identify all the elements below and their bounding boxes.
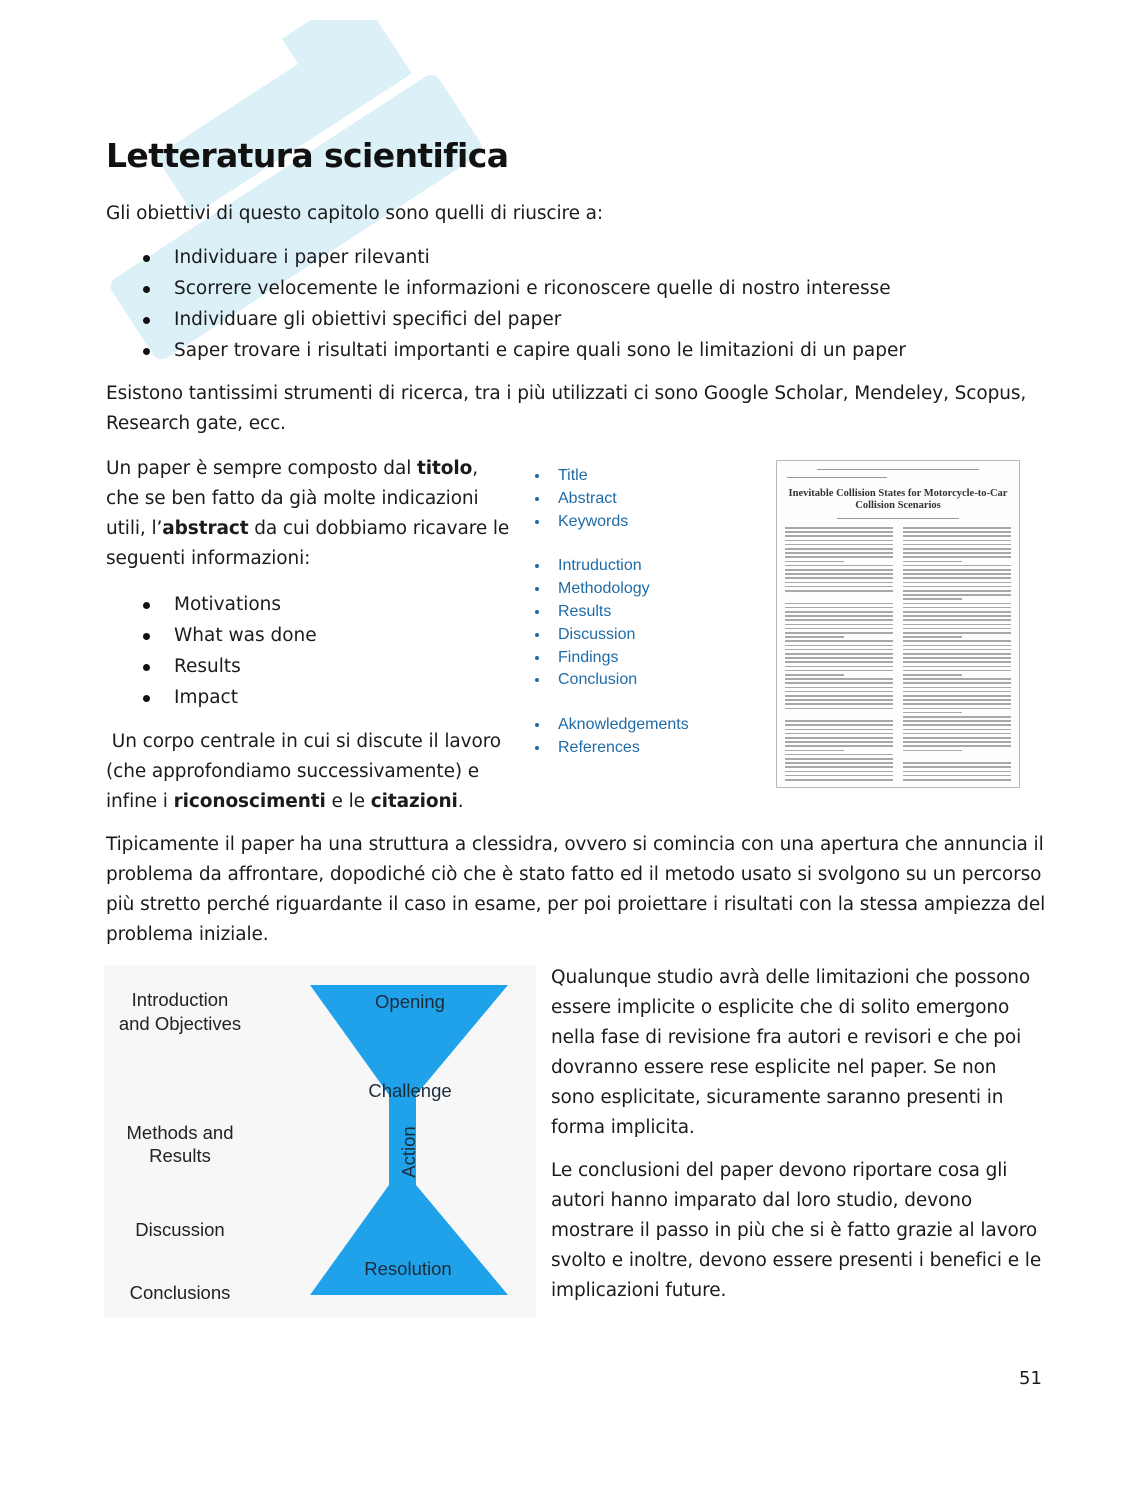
text-line: (che approfondiamo successivamente) e — [106, 761, 480, 782]
paper-text-line — [785, 573, 893, 575]
list-item: Results — [106, 651, 317, 682]
page-number: 51 — [1019, 1368, 1042, 1389]
paper-text-line — [785, 561, 844, 563]
paper-text-line — [903, 716, 1011, 718]
outline-item: Keywords — [533, 511, 689, 534]
outline-item: Aknowledgements — [533, 714, 689, 737]
bold-term-citazioni: citazioni — [370, 791, 458, 812]
paper-text-line — [903, 771, 1011, 773]
list-item: Impact — [106, 682, 317, 713]
outline-item: Discussion — [533, 624, 689, 647]
paper-text-line — [903, 577, 1011, 579]
label-challenge: Challenge — [368, 1080, 452, 1101]
paper-text-line — [903, 594, 1011, 596]
paper-text-line — [903, 561, 962, 563]
paper-text-line — [785, 754, 893, 756]
paper-text-line — [785, 724, 893, 726]
paper-text-line — [785, 699, 893, 701]
paper-text-line — [785, 540, 893, 542]
bold-term-abstract: abstract — [162, 518, 249, 539]
paper-text-line — [785, 569, 893, 571]
paper-text-line — [785, 603, 893, 605]
outline-item: Abstract — [533, 488, 689, 511]
text-line: problema iniziale. — [106, 924, 269, 945]
paper-outline-list — [533, 465, 689, 760]
paper-text-line — [903, 598, 962, 600]
hourglass-paragraph — [106, 830, 1056, 950]
limitations-paragraph — [551, 963, 1051, 1143]
list-item: Individuare gli obiettivi specifici del paper — [106, 304, 906, 335]
paper-text-line — [903, 745, 1011, 747]
paper-thumbnail-title: Inevitable Collision States for Motorcycle-to-Car Collision Scenarios — [788, 488, 1008, 511]
text-span: , — [472, 458, 478, 479]
composition-paragraph — [106, 454, 526, 574]
paper-text-line — [785, 657, 893, 659]
paper-text-line — [785, 628, 893, 630]
bold-term-titolo: titolo — [417, 458, 473, 479]
text-line: svolto e inoltre, devono essere presenti i benefici e le — [551, 1250, 1042, 1271]
paper-text-line — [903, 573, 1011, 575]
text-line: Le conclusioni del paper devono riportare cosa gli — [551, 1160, 1008, 1181]
text-span: da cui dobbiamo ricavare le — [248, 518, 510, 539]
objectives-list — [106, 242, 906, 366]
outline-item: Intruduction — [533, 555, 689, 578]
paper-text-line — [785, 653, 893, 655]
paper-text-line — [903, 720, 1011, 722]
paper-text-line — [785, 666, 893, 668]
paper-text-line — [903, 695, 1011, 697]
paper-text-line — [903, 741, 1011, 743]
paper-text-line — [903, 607, 1011, 609]
label-methods: Methods and — [126, 1122, 234, 1143]
paper-text-line — [903, 632, 1011, 634]
paper-text-line — [785, 779, 893, 781]
paper-text-line — [903, 586, 1011, 588]
paper-text-line — [903, 619, 1011, 621]
paper-text-line — [785, 624, 893, 626]
text-line: nella fase di revisione fra autori e revisori e che poi — [551, 1027, 1022, 1048]
paper-text-line — [903, 674, 962, 676]
outline-item: Conclusion — [533, 669, 689, 692]
paper-text-line — [903, 628, 1011, 630]
paper-text-line — [785, 552, 893, 554]
page-title: Letteratura scientifica — [106, 136, 509, 175]
paper-text-line — [785, 582, 893, 584]
paper-text-line — [785, 729, 893, 731]
paper-text-line — [903, 645, 1011, 647]
paper-text-line — [903, 640, 1011, 642]
paper-text-line — [903, 531, 1011, 533]
list-item: Saper trovare i risultati importanti e capire quali sono le limitazioni di un paper — [106, 335, 906, 366]
paper-text-line — [903, 590, 1011, 592]
paper-text-line — [785, 678, 893, 680]
text-line: Qualunque studio avrà delle limitazioni che possono — [551, 967, 1031, 988]
intro-text: Gli obiettivi di questo capitolo sono quelli di riuscire a: — [106, 203, 604, 224]
paper-text-line — [785, 737, 893, 739]
paper-text-line — [903, 535, 1011, 537]
paper-text-line — [785, 590, 893, 592]
paper-text-line — [785, 535, 893, 537]
paper-text-line — [785, 556, 893, 558]
paper-text-line — [785, 577, 893, 579]
paper-text-line — [785, 741, 893, 743]
paper-text-line — [903, 548, 1011, 550]
paper-text-line — [903, 624, 1011, 626]
paper-text-line — [785, 544, 893, 546]
paper-text-line — [903, 766, 1011, 768]
body-paragraph — [106, 727, 526, 817]
paper-text-line — [903, 556, 1011, 558]
paper-text-line — [903, 666, 1011, 668]
label-objectives: and Objectives — [118, 1013, 242, 1034]
paper-text-line — [903, 712, 962, 714]
paper-text-line — [785, 640, 893, 642]
paper-text-line — [785, 733, 893, 735]
paper-text-line — [903, 657, 1011, 659]
paper-text-line — [785, 632, 893, 634]
text-line: seguenti informazioni: — [106, 548, 311, 569]
label-action: Action — [398, 1126, 419, 1178]
paper-text-line — [903, 703, 1011, 705]
paper-text-line — [785, 758, 893, 760]
label-discussion: Discussion — [135, 1219, 225, 1240]
tools-text-line1: Esistono tantissimi strumenti di ricerca, tra i più utilizzati ci sono Google Scholar, Mendeley, Scopus, — [106, 383, 1027, 404]
list-item: What was done — [106, 620, 317, 651]
paper-text-line — [903, 678, 1011, 680]
paper-text-line — [785, 565, 893, 567]
paper-text-line — [785, 766, 893, 768]
paper-text-line — [903, 670, 1011, 672]
paper-text-line — [785, 687, 893, 689]
paper-text-line — [785, 527, 893, 529]
paper-text-line — [903, 615, 1011, 617]
hourglass-diagram — [104, 965, 536, 1317]
paper-text-line — [785, 661, 893, 663]
paper-thumbnail — [776, 460, 1020, 788]
paper-text-line — [785, 703, 893, 705]
paper-text-line — [903, 540, 1011, 542]
paper-text-line — [785, 548, 893, 550]
paper-text-line — [903, 552, 1011, 554]
paper-text-line — [785, 611, 893, 613]
paper-text-line — [785, 645, 893, 647]
text-span: . — [457, 791, 464, 812]
paper-text-line — [785, 695, 893, 697]
paper-text-line — [903, 691, 1011, 693]
paper-text-line — [903, 733, 1011, 735]
paper-text-line — [785, 771, 893, 773]
paper-text-line — [903, 649, 1011, 651]
text-line: più stretto perché riguardante il caso in esame, per poi proiettare i risultati con la stessa ampiezza del — [106, 894, 1046, 915]
text-line: Tipicamente il paper ha una struttura a clessidra, ovvero si comincia con una apertura che annuncia il — [106, 834, 1044, 855]
paper-text-line — [903, 544, 1011, 546]
label-conclusions: Conclusions — [129, 1282, 231, 1303]
text-span: utili, l’ — [106, 518, 163, 539]
paper-text-line — [785, 775, 893, 777]
paper-text-line — [785, 615, 893, 617]
paper-text-line — [903, 682, 1011, 684]
paper-text-line — [785, 586, 893, 588]
paper-text-line — [903, 661, 1011, 663]
paper-text-line — [903, 729, 1011, 731]
paper-text-line — [785, 674, 844, 676]
outline-item: Methodology — [533, 578, 689, 601]
text-line: sono esplicitate, sicuramente saranno presenti in — [551, 1087, 1004, 1108]
paper-text-line — [903, 582, 1011, 584]
paper-text-line — [785, 649, 893, 651]
text-line: dovranno essere rese esplicite nel paper. Se non — [551, 1057, 997, 1078]
text-line: autori hanno imparato dal loro studio, devono — [551, 1190, 973, 1211]
label-introduction: Introduction — [131, 989, 229, 1010]
text-line: mostrare il passo in più che si è fatto grazie al lavoro — [551, 1220, 1038, 1241]
paper-text-line — [903, 750, 962, 752]
paper-text-line — [903, 527, 1011, 529]
text-line: forma implicita. — [551, 1117, 695, 1138]
paper-text-line — [903, 775, 1011, 777]
paper-text-line — [785, 636, 844, 638]
paper-text-line — [785, 691, 893, 693]
paper-text-line — [785, 720, 893, 722]
label-opening: Opening — [375, 991, 445, 1012]
paper-text-line — [903, 636, 962, 638]
paper-text-line — [903, 569, 1011, 571]
paper-text-line — [903, 737, 1011, 739]
bold-term-riconoscimenti: riconoscimenti — [173, 791, 326, 812]
text-span: e le — [325, 791, 371, 812]
outline-item: Findings — [533, 647, 689, 670]
paper-text-line — [903, 762, 1011, 764]
outline-item: Title — [533, 465, 689, 488]
label-results: Results — [149, 1145, 211, 1166]
paper-text-line — [785, 670, 893, 672]
paper-text-line — [785, 531, 893, 533]
abstract-items-list — [106, 589, 317, 713]
text-line: Un corpo centrale in cui si discute il lavoro — [106, 731, 502, 752]
text-line: problema da affrontare, dopodiché ciò che è stato fatto ed il metodo usato si svolgono su un percorso — [106, 864, 1042, 885]
paper-text-line — [903, 611, 1011, 613]
list-item: Scorrere velocemente le informazioni e riconoscere quelle di nostro interesse — [106, 273, 906, 304]
paper-text-line — [785, 607, 893, 609]
text-span: Un paper è sempre composto dal — [106, 458, 418, 479]
paper-text-line — [903, 687, 1011, 689]
text-line: che se ben fatto da già molte indicazioni — [106, 488, 479, 509]
outline-item: References — [533, 737, 689, 760]
paper-text-line — [903, 708, 1011, 710]
paper-text-line — [903, 565, 1011, 567]
label-resolution: Resolution — [364, 1258, 452, 1279]
paper-text-line — [785, 708, 893, 710]
paper-text-line — [785, 750, 844, 752]
paper-text-line — [785, 745, 893, 747]
paper-text-line — [785, 762, 893, 764]
text-span: infine i — [106, 791, 174, 812]
list-item: Motivations — [106, 589, 317, 620]
list-item: Individuare i paper rilevanti — [106, 242, 906, 273]
paper-text-line — [903, 603, 1011, 605]
paper-text-line — [903, 653, 1011, 655]
tools-text-line2: Research gate, ecc. — [106, 413, 286, 434]
conclusions-paragraph — [551, 1156, 1051, 1306]
text-line: implicazioni future. — [551, 1280, 727, 1301]
paper-text-line — [785, 619, 893, 621]
outline-item: Results — [533, 601, 689, 624]
paper-text-line — [785, 682, 893, 684]
text-line: essere implicite o esplicite che di solito emergono — [551, 997, 1010, 1018]
paper-text-line — [903, 779, 1011, 781]
paper-text-line — [903, 699, 1011, 701]
paper-text-line — [903, 724, 1011, 726]
